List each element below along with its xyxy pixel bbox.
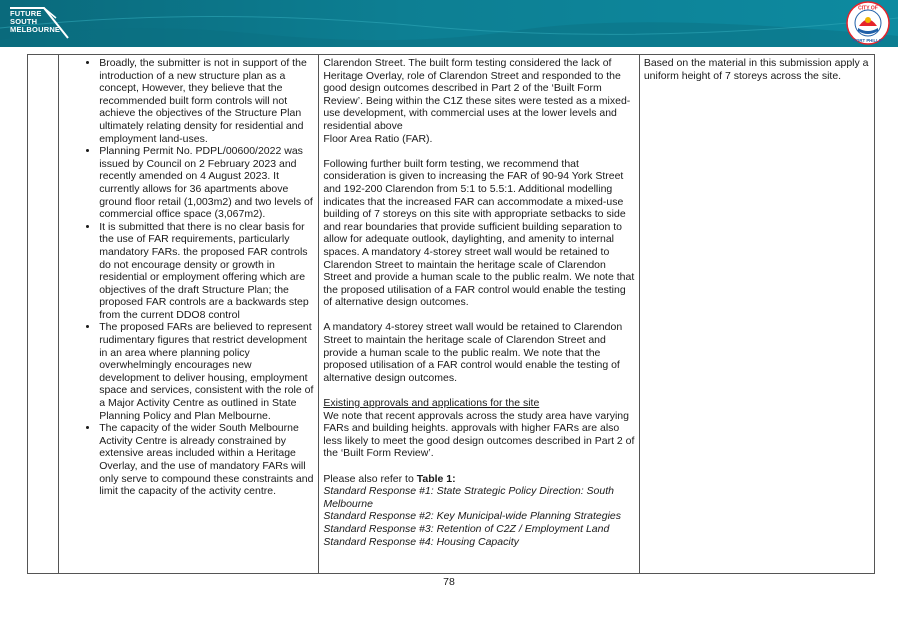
response-paragraph: Floor Area Ratio (FAR).	[323, 132, 433, 145]
refer-prefix: Please also refer to	[323, 472, 417, 485]
list-item: • The capacity of the wider South Melbourne Activity Centre is already constrained by extensive areas included within a Heritage Overlay, and the use of mandatory FARs will only serve to compound these constraints and limit the capacity of the activity centre.	[99, 422, 314, 498]
submission-points-list	[59, 57, 314, 498]
submission-summary-cell	[59, 55, 319, 574]
submission-response-table	[27, 54, 875, 574]
list-item: • Broadly, the submitter is not in support of the introduction of a new structure plan as a concept, However, they believe that the recommended built form controls will not achieve the objectives of the Structure Plan ultimately relating density for residential and employment land-uses.	[99, 57, 314, 145]
refer-table-label: Table 1:	[416, 472, 456, 485]
banner-wave-graphic	[0, 0, 898, 47]
existing-approvals-heading: Existing approvals and applications for the site	[323, 397, 540, 410]
city-of-port-phillip-seal	[846, 1, 890, 45]
response-paragraph: Following further built form testing, we recommend that consideration is given to increasing the FAR of 90-94 York Street and 192-200 Clarendon from 5:1 to 5.5:1. Additional modelling indicates that the increased FAR can accommodate a mixed-use building of 7 storeys on this site with appropriate setbacks to side and rear boundaries that provide sufficient building separation to allow for adequate outlook, daylighting, and amenity to internal spaces. A mandatory 4-storey street wall would be retained to	[323, 157, 626, 258]
page-header-banner	[0, 0, 898, 47]
response-paragraph: Clarendon Street to maintain the heritage scale of Clarendon Street and provide a human scale to the public realm. We note that the proposed utilisation of a FAR control would enable the testing of alternative design outcomes.	[323, 258, 635, 309]
standard-response-2: Standard Response #2: Key Municipal-wide Planning Strategies	[323, 510, 622, 523]
standard-response-1: Standard Response #1: State Strategic Policy Direction: South Melbourne	[323, 485, 614, 510]
list-item: • The proposed FARs are believed to represent rudimentary figures that restrict development in an area where planning policy overwhelmingly encourages new development to deliver housing, employment space and services, consistent with the role of a Major Activity Centre as outlined in State Planning Policy and Plan Melbourne.	[99, 321, 314, 422]
submission-number-cell	[28, 55, 59, 574]
page-number: 78	[443, 576, 455, 588]
response-paragraph: Clarendon Street. The built form testing considered the lack of Heritage Overlay, role of Clarendon Street and responded to the good design outcomes described in Part 2 of the ‘Built Form Review’. Being within the C1Z these sites were tested as a mixed-use development, with commercial uses at the lower levels and residential above	[323, 57, 631, 132]
council-response-cell	[319, 55, 639, 574]
list-item: • It is submitted that there is no clear basis for the use of FAR requirements, particularly mandatory FARs. the proposed FAR controls do not encourage density or growth in residential or employment offering which are objectives of the draft Structure Plan; the proposed FAR controls are a backwards step from the current DDO8 control	[99, 221, 314, 322]
seal-bottom-text: PORT PHILLIP	[853, 38, 883, 43]
seal-top-text: CITY OF	[858, 5, 878, 12]
standard-response-4: Standard Response #4: Housing Capacity	[323, 535, 519, 548]
logo-line-3: MELBOURNE	[10, 25, 61, 34]
recommendation-cell	[639, 55, 874, 574]
refer-line	[323, 473, 634, 486]
response-paragraph: We note that recent approvals across the study area have varying FARs and building heights. approvals with higher FARs are also less likely to meet the good design outcomes described in Part 2 of the ‘Built Form Review’.	[323, 409, 635, 460]
logo-line-2: SOUTH	[10, 17, 38, 26]
logo-line-1: FUTURE	[10, 9, 42, 18]
list-item: • Planning Permit No. PDPL/00600/2022 was issued by Council on 2 February 2023 and recently amended on 4 August 2023. It currently allows for 36 apartments above ground floor retail (1,003m2) and two levels of commercial office space (3,067m2).	[99, 145, 314, 221]
table-row	[28, 55, 875, 574]
future-south-melbourne-logo	[10, 10, 60, 34]
recommendation-text: Based on the material in this submission apply a uniform height of 7 storeys across the site.	[643, 57, 869, 82]
standard-response-3: Standard Response #3: Retention of C2Z / Employment Land	[323, 522, 610, 535]
response-paragraph: A mandatory 4-storey street wall would be retained to Clarendon Street to maintain the heritage scale of Clarendon Street and provide a human scale to the public realm. We note that the proposed utilisation of a FAR control would enable the testing of alternative design outcomes.	[323, 321, 623, 384]
